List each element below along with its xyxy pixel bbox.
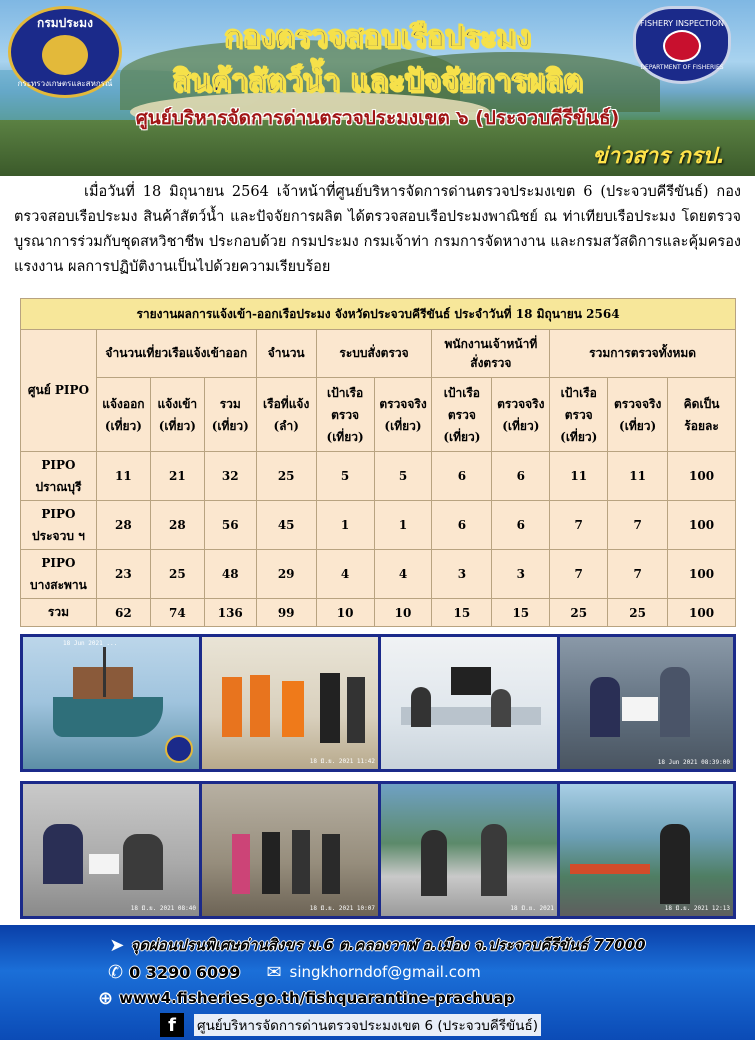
photo-deck-inspection [23,784,199,916]
table-cell: 3 [432,550,492,599]
sub-header-target: เป้าเรือ ตรวจ (เที่ยว) [550,378,608,452]
group-officer-header [432,330,550,378]
sub-header-out: แจ้งออก (เที่ยว) [96,378,150,452]
footer-address-row [0,931,755,959]
facebook-icon[interactable]: f [160,1013,184,1037]
group-trips-header: จำนวนเที่ยวเรือแจ้งเข้าออก [96,330,256,378]
table-cell: 136 [204,599,256,627]
sub-header-target: เป้าเรือ ตรวจ (เที่ยว) [432,378,492,452]
row-label: PIPO ประจวบ ฯ [21,501,97,550]
photo-timestamp: 18 มิ.ย. 2021 12:13 [664,905,730,912]
table-cell: 11 [550,452,608,501]
table-cell: 10 [374,599,432,627]
col-center-header: ศูนย์ PIPO [21,330,97,452]
table-cell: 6 [492,452,550,501]
footer-phone: 0 3290 6099 [129,962,241,982]
photo-timestamp: 18 มิ.ย. 2021 11:42 [309,758,375,765]
footer-contact [0,925,755,1040]
table-row [21,501,736,550]
table-cell: 3 [492,550,550,599]
table-cell: 5 [374,452,432,501]
table-cell: 7 [550,501,608,550]
table-cell: 10 [316,599,374,627]
table-cell: 100 [668,550,736,599]
footer-facebook[interactable]: ศูนย์บริหารจัดการด่านตรวจประมงเขต 6 (ประจวบคีรีขันธ์) [194,1014,541,1036]
sub-header-in: แจ้งเข้า (เที่ยว) [150,378,204,452]
table-row [21,452,736,501]
footer-email[interactable]: singkhorndof@gmail.com [289,963,481,981]
header-banner [0,0,755,176]
group-count-header: จำนวน [256,330,316,378]
group-system-header: ระบบสั่งตรวจ [316,330,432,378]
news-label: ข่าวสาร กรป. [592,144,725,169]
table-cell: 6 [492,501,550,550]
table-cell: 1 [316,501,374,550]
email-icon: ✉ [266,961,282,983]
table-cell: 11 [608,452,668,501]
table-cell: 7 [550,550,608,599]
footer-address: จุดผ่อนปรนพิเศษด่านสิงขร ม.6 ต.คลองวาฬ อ.เมือง จ.ประจวบคีรีขันธ์ 77000 [130,936,646,954]
page-title-line2: สินค้าสัตว์น้ำ และปัจจัยการผลิต [172,64,583,99]
table-cell: 7 [608,550,668,599]
page-title-line1: กองตรวจสอบเรือประมง [224,20,531,55]
table-cell: 4 [374,550,432,599]
photo-timestamp: 18 มิ.ย. 2021 [510,905,554,912]
group-officer-line1: พนักงานเจ้าหน้าที่ [444,336,538,351]
phone-icon: ✆ [108,961,124,983]
table-cell: 100 [668,501,736,550]
table-cell: 25 [256,452,316,501]
photo-office-meeting [381,637,557,769]
table-cell: 29 [256,550,316,599]
table-cell: 45 [256,501,316,550]
row-label: PIPO ปราณบุรี [21,452,97,501]
footer-web-row [0,985,755,1011]
table-cell: 15 [432,599,492,627]
table-caption: รายงานผลการแจ้งเข้า-ออกเรือประมง จังหวัดประจวบคีรีขันธ์ ประจำวันที่ 18 มิถุนายน 2564 [21,299,736,330]
sub-header-actual: ตรวจจริง (เที่ยว) [608,378,668,452]
sub-header-boats: เรือที่แจ้ง (ลำ) [256,378,316,452]
photo-inspection-team [202,637,378,769]
sub-header-actual: ตรวจจริง (เที่ยว) [374,378,432,452]
table-cell: 28 [150,501,204,550]
table-cell: 74 [150,599,204,627]
table-cell: 25 [150,550,204,599]
photo-timestamp: 18 มิ.ย. 2021 08:40 [130,905,196,912]
table-cell: 56 [204,501,256,550]
photo-fishing-boat [23,637,199,769]
photo-pier-check [381,784,557,916]
table-cell: 32 [204,452,256,501]
table-cell: 48 [204,550,256,599]
photo-strip-2 [20,781,736,919]
photo-timestamp: 18 Jun 2021 ... [63,640,118,647]
sub-header-sum: รวม (เที่ยว) [204,378,256,452]
table-cell: 7 [608,501,668,550]
photo-harbor-officer [560,784,733,916]
table-cell: 4 [316,550,374,599]
footer-website[interactable]: www4.fisheries.go.th/fishquarantine-prachuap [119,989,515,1007]
table-cell: 1 [374,501,432,550]
table-cell: 11 [96,452,150,501]
table-cell: 25 [608,599,668,627]
row-label: PIPO บางสะพาน [21,550,97,599]
location-icon: ➤ [109,934,125,956]
table-total-row [21,599,736,627]
photo-document-check [560,637,733,769]
sub-header-actual: ตรวจจริง (เที่ยว) [492,378,550,452]
logo-text-top: FISHERY INSPECTION [640,19,724,28]
table-cell: 6 [432,452,492,501]
table-cell: 23 [96,550,150,599]
photo-strip-1 [20,634,736,772]
sub-header-target: เป้าเรือ ตรวจ (เที่ยว) [316,378,374,452]
photo-timestamp: 18 Jun 2021 08:39:00 [657,759,730,766]
table-cell: 15 [492,599,550,627]
logo-text-bottom: DEPARTMENT OF FISHERIES [640,64,724,71]
report-table [20,298,736,627]
table-cell: 100 [668,599,736,627]
page-subtitle: ศูนย์บริหารจัดการด่านตรวจประมงเขต ๖ (ประจวบคีรีขันธ์) [135,107,620,129]
photo-timestamp: 18 มิ.ย. 2021 10:07 [309,905,375,912]
sub-header-percent: คิดเป็น ร้อยละ [668,378,736,452]
logo-text-bottom: กระทรวงเกษตรและสหกรณ์ [17,79,113,88]
logo-text-top: กรมประมง [37,16,93,30]
photo-crew-lineup [202,784,378,916]
news-paragraph: เมื่อวันที่ 18 มิถุนายน 2564 เจ้าหน้าที่ศูนย์บริหารจัดการด่านตรวจประมงเขต 6 (ประจวบคีรีขันธ์) กองตรวจสอบเรือประมง สินค้าสัตว์น้ำ และปัจจัยการผลิต ได้ตรวจสอบเรือประมงพาณิชย์ ณ ท่าเทียบเรือประมง โดยตรวจบูรณาการร่วมกับชุดสหวิชาชีพ ประกอบด้วย กรมประมง กรมเจ้าท่า กรมการจัดหางาน และกรมสวัสดิการและคุ้มครองแรงงาน ผลการปฏิบัติงานเป็นไปด้วยความเรียบร้อย [14,184,741,275]
group-total-header: รวมการตรวจทั้งหมด [550,330,736,378]
table-cell: 28 [96,501,150,550]
footer-facebook-row [0,1011,755,1039]
group-officer-line2: สั่งตรวจ [470,355,512,370]
table-cell: 99 [256,599,316,627]
table-cell: 5 [316,452,374,501]
table-cell: 100 [668,452,736,501]
table-row [21,550,736,599]
table-cell: 25 [550,599,608,627]
table-cell: 6 [432,501,492,550]
footer-contact-row [0,959,755,985]
row-label: รวม [21,599,97,627]
globe-icon: ⊕ [98,987,114,1009]
table-cell: 21 [150,452,204,501]
table-cell: 62 [96,599,150,627]
